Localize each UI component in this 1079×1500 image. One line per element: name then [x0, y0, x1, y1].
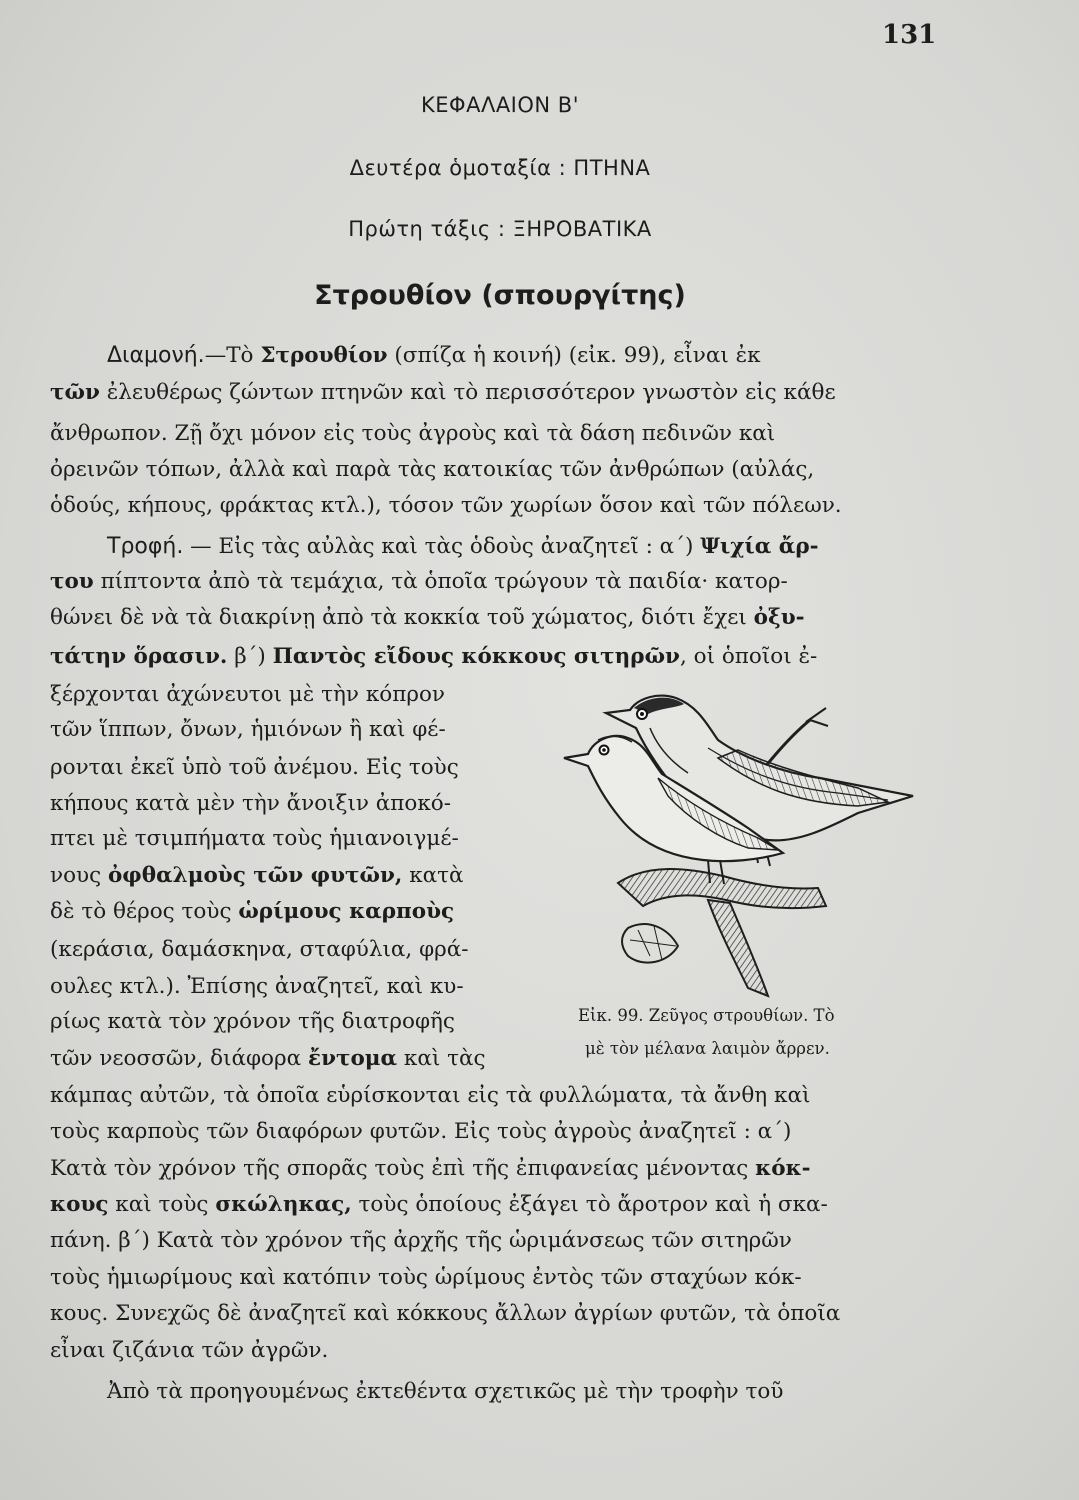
article-title: Στρουθίον (σπουργίτης): [314, 280, 686, 311]
text-line: ξέρχονται ἀχώνευτοι μὲ τὴν κόπρον: [50, 682, 445, 707]
text-line: τάτην ὅρασιν. β΄) Παντὸς εἴδους κόκκους σιτηρῶν, οἱ ὁποῖοι ἐ-: [50, 644, 818, 669]
text-line: ουλες κτλ.). Ἐπίσης ἀναζητεῖ, καὶ κυ-: [50, 974, 464, 999]
text-line: νους ὀφθαλμοὺς τῶν φυτῶν, κατὰ: [50, 863, 464, 888]
text-line: του πίπτοντα ἀπὸ τὰ τεμάχια, τὰ ὁποῖα τρώγουν τὰ παιδία· κατορ-: [50, 569, 788, 594]
text-line: κάμπας αὐτῶν, τὰ ὁποῖα εὑρίσκονται εἰς τὰ φυλλώματα, τὰ ἄνθη καὶ: [50, 1083, 811, 1108]
sparrows-drawing: [558, 678, 920, 1000]
text-line: ἄνθρωπον. Ζῇ ὄχι μόνον εἰς τοὺς ἀγροὺς καὶ τὰ δάση πεδινῶν καὶ: [50, 421, 776, 446]
text-line: κήπους κατὰ μὲν τὴν ἄνοιξιν ἀποκό-: [50, 791, 452, 816]
figure-caption-line: μὲ τὸν μέλανα λαιμὸν ἄρρεν.: [585, 1039, 830, 1058]
text-line: εἶναι ζιζάνια τῶν ἀγρῶν.: [50, 1338, 329, 1363]
text-line: Διαμονή.—Τὸ Στρουθίον (σπίζα ἡ κοινή) (εἰκ. 99), εἶναι ἐκ: [107, 343, 761, 368]
text-line: τῶν ἵππων, ὄνων, ἡμιόνων ἢ καὶ φέ-: [50, 717, 446, 742]
text-line: ὀρεινῶν τόπων, ἀλλὰ καὶ παρὰ τὰς κατοικίας τῶν ἀνθρώπων (αὐλάς,: [50, 457, 815, 482]
text-line: ρίως κατὰ τὸν χρόνον τῆς διατροφῆς: [50, 1009, 455, 1034]
chapter-heading: ΚΕΦΑΛΑΙΟΝ Β': [421, 93, 579, 117]
text-line: τῶν ἐλευθέρως ζώντων πτηνῶν καὶ τὸ περισσότερον γνωστὸν εἰς κάθε: [50, 380, 836, 405]
text-line: πτει μὲ τσιμπήματα τοὺς ἡμιανοιγμέ-: [50, 826, 459, 851]
order-heading: Πρώτη τάξις : ΞΗΡΟΒΑΤΙΚΑ: [348, 217, 652, 241]
sparrows-illustration: [558, 678, 920, 1000]
text-line: κους. Συνεχῶς δὲ ἀναζητεῖ καὶ κόκκους ἄλλων ἀγρίων φυτῶν, τὰ ὁποῖα: [50, 1301, 841, 1326]
text-line: τοὺς καρποὺς τῶν διαφόρων φυτῶν. Εἰς τοὺς ἀγροὺς ἀναζητεῖ : α΄): [50, 1119, 792, 1144]
section-heading-food: Τροφή.: [107, 534, 184, 559]
text-line: κους καὶ τοὺς σκώληκας, τοὺς ὁποίους ἐξάγει τὸ ἄροτρον καὶ ἡ σκα-: [50, 1192, 828, 1217]
text-line: πάνη. β΄) Κατὰ τὸν χρόνον τῆς ἀρχῆς τῆς ὡριμάνσεως τῶν σιτηρῶν: [50, 1228, 792, 1253]
text-line: τοὺς ἡμιωρίμους καὶ κατόπιν τοὺς ὡρίμους ἐντὸς τῶν σταχύων κόκ-: [50, 1265, 802, 1290]
section-heading-habitat: Διαμονή.: [107, 343, 205, 368]
text-line: ὁδούς, κήπους, φράκτας κτλ.), τόσον τῶν χωρίων ὅσον καὶ τῶν πόλεων.: [50, 493, 842, 518]
text-line: Ἀπὸ τὰ προηγουμένως ἐκτεθέντα σχετικῶς μὲ τὴν τροφὴν τοῦ: [107, 1379, 784, 1404]
text-line: Τροφή. — Εἰς τὰς αὐλὰς καὶ τὰς ὁδοὺς ἀναζητεῖ : α΄) Ψιχία ἄρ-: [107, 534, 819, 559]
text-line: θώνει δὲ νὰ τὰ διακρίνῃ ἀπὸ τὰ κοκκία τοῦ χώματος, διότι ἔχει ὀξυ-: [50, 605, 805, 630]
class-heading: Δευτέρα ὁμοταξία : ΠΤΗΝΑ: [349, 156, 651, 180]
text-line: ρονται ἐκεῖ ὑπὸ τοῦ ἀνέμου. Εἰς τοὺς: [50, 755, 459, 780]
text-line: τῶν νεοσσῶν, διάφορα ἔντομα καὶ τὰς: [50, 1046, 486, 1071]
text-line: Κατὰ τὸν χρόνον τῆς σπορᾶς τοὺς ἐπὶ τῆς ἐπιφανείας μένοντας κόκ-: [50, 1156, 811, 1181]
text-line: δὲ τὸ θέρος τοὺς ὡρίμους καρποὺς: [50, 899, 455, 924]
figure-caption-line: Εἰκ. 99. Ζεῦγος στρουθίων. Τὸ: [578, 1006, 835, 1025]
page-number: 131: [882, 20, 937, 50]
text-line: (κεράσια, δαμάσκηνα, σταφύλια, φρά-: [50, 937, 469, 962]
